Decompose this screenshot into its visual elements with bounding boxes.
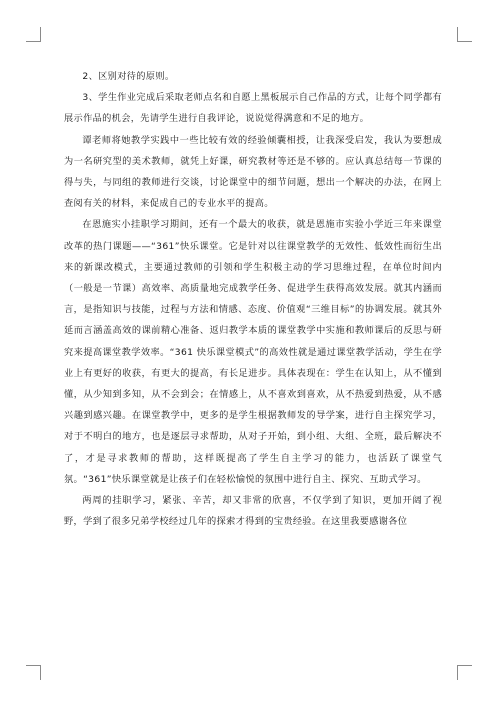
paragraph-homework-display: 3、学生作业完成后采取老师点名和自愿上黑板展示自己作品的方式，让每个同学都有展示作品的机会，先请学生进行自我评论，说说觉得满意和不足的地方。: [64, 92, 442, 125]
paragraph-teacher-experience: 谭老师将她教学实践中一些比较有效的经验倾囊相授，让我深受启发，我认为要想成为一名研究型的美术教师，就凭上好课，研究教材等还是不够的。应认真总结每一节课的得与失，与同组的教师进行交谈，讨论课堂中的细节问题，想出一个解决的办法，在网上查阅有关的材料，来促成自己的专业水平的提高。: [64, 134, 442, 210]
crop-mark-top-right: [457, 27, 472, 42]
crop-mark-top-left: [26, 27, 41, 42]
paragraph-closing: 两周的挂职学习，紧张、辛苦，却又非常的欣喜，不仅学到了知识，更加开阔了视野，学到了很多兄弟学校经过几年的探索才得到的宝贵经验。在这里我要感谢各位: [64, 495, 442, 528]
document-body: [64, 66, 442, 532]
paragraph-principle: 2、区别对待的原则。: [82, 71, 175, 82]
crop-mark-bottom-right: [457, 665, 472, 680]
paragraph-361-happy-classroom: 在恩施实小挂职学习期间，还有一个最大的收获，就是恩施市实验小学近三年来课堂改革的热门课题——“361”快乐课堂。它是针对以往课堂教学的无效性、低效性而衍生出来的新课改模式，主要通过教师的引领和学生积极主动的学习思维过程，在单位时间内（一般是一节课）高效率、高质量地完成教学任务、促进学生获得高效发展。就其内涵而言，是指知识与技能，过程与方法和情感、态度、价值观“三维目标”的协调发展。就其外延而言涵盖高效的课前精心准备、返归教学本质的课堂教学中实施和教师课后的反思与研究来提高课堂教学效率。“361 快乐课堂模式”的高效性就是通过课堂教学活动，学生在学业上有更好的收获，有更大的提高，有长足进步。具体表现在：学生在认知上，从不懂到懂，从少知到多知，从不会到会；在情感上，从不喜欢到喜欢，从不热爱到热爱，从不感兴趣到感兴趣。在课堂教学中，更多的是学生根据教师发的导学案，进行自主探究学习，对于不明白的地方，也是逐层寻求帮助，从对子开始，到小组、大组、全班，最后解决不了，才是寻求教师的帮助，这样既提高了学生自主学习的能力，也活跃了课堂气氛。“361”快乐课堂就是让孩子们在轻松愉悦的氛围中进行自主、探究、互助式学习。: [64, 219, 442, 485]
crop-mark-bottom-left: [26, 665, 41, 680]
